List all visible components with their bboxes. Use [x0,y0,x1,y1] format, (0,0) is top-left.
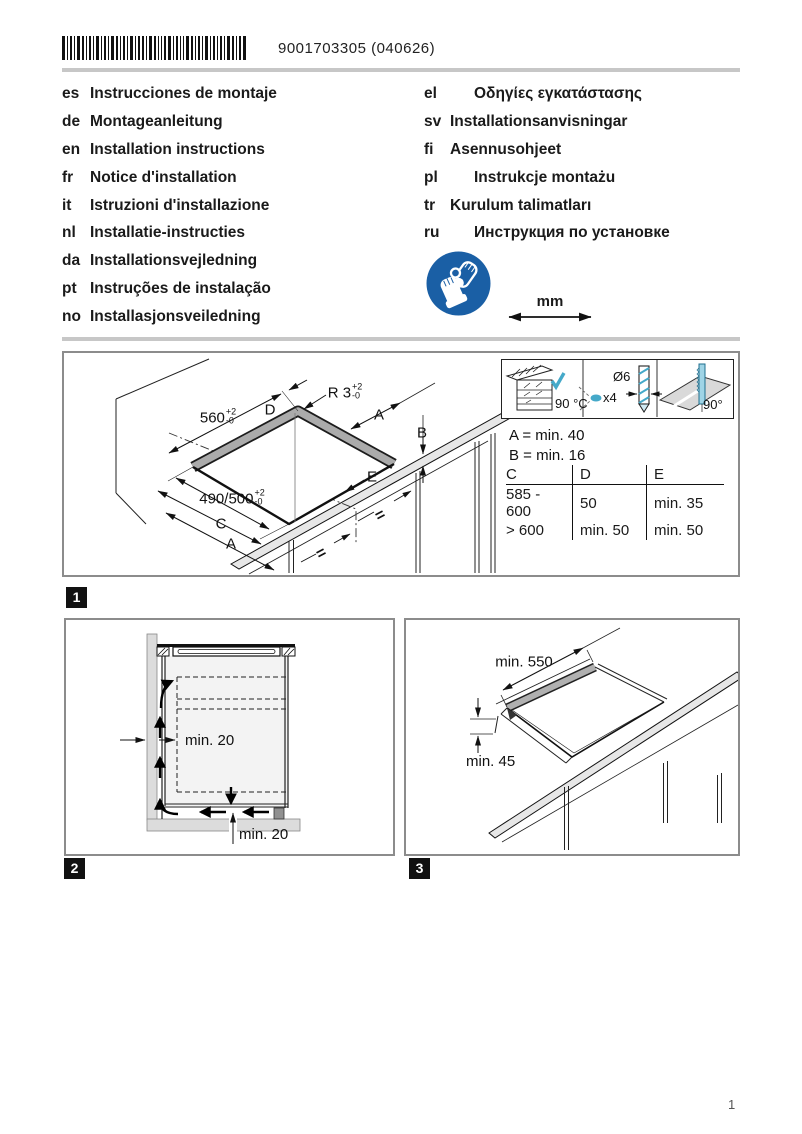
language-row [424,80,670,108]
language-title: Instruções de instalação [90,280,271,298]
language-code: no [62,308,81,326]
min-width-label: min. 550 [495,653,553,671]
language-row [62,192,277,220]
cell: > 600 [506,522,544,539]
figure1-number: 1 [66,587,87,608]
language-row [424,108,670,136]
language-title: Istruzioni d'installazione [90,196,270,214]
cell: min. 50 [647,521,725,540]
language-title: Kurulum talimatları [450,196,592,214]
language-code: fr [62,168,74,186]
language-title: Installation instructions [90,140,265,158]
col-header-c: C [506,465,573,485]
units-label: mm [536,293,564,310]
language-row [62,275,277,303]
barcode-number: 9001703305 (040626) [278,40,436,57]
cell: min. 35 [647,485,725,522]
language-title: Οδηγίες εγκατάστασης [474,84,642,102]
dim-radius-label: R 3 +2 -0 [327,381,363,402]
language-title: Montageanleitung [90,112,223,130]
equal-spacing-label: = [313,543,330,564]
dim-e-label: E [366,468,378,486]
side-gap-label: min. 20 [185,732,235,749]
drill-count-label: x4 [603,390,617,405]
language-row [424,192,670,220]
language-row [424,164,670,192]
language-title: Installationsanvisningar [450,112,628,130]
table-header-row [506,465,724,485]
equal-spacing-label: = [372,505,389,526]
language-code: fi [424,140,434,158]
figure1-cutout-dimensions [62,351,740,577]
figure3-worktop [404,618,740,856]
language-row [62,164,277,192]
col-header-d: D [573,465,647,485]
dim-560-label: 560 +2 -0 [199,406,237,427]
col-header-e: E [647,465,725,485]
figure2-ventilation [64,618,395,856]
language-title: Asennusohjeet [450,140,562,158]
page-number: 1 [728,1097,736,1112]
language-row [62,247,277,275]
language-list-left [62,80,277,331]
dim-a-top-label: A [373,406,385,424]
language-title: Installationsvejledning [90,252,258,270]
dim-490-label: 490/500 +2 -0 [199,487,265,508]
protective-gloves-icon [425,250,492,317]
language-row [62,303,277,331]
language-row [62,136,277,164]
language-row [62,219,277,247]
dim-a-bottom-label: A [225,535,237,553]
language-title: Installasjonsveiledning [90,308,261,326]
cell: 50 [573,485,647,522]
cde-dimension-table [506,465,724,540]
language-code: da [62,252,81,270]
language-code: nl [62,224,76,242]
language-title: Notice d'installation [90,168,237,186]
figure3-number: 3 [409,858,430,879]
dim-c-label: C [215,515,227,533]
table-row [506,485,724,522]
dim-b-label: B [416,424,428,442]
section-divider [62,337,740,341]
language-code: el [424,84,437,102]
max-temp-label: 90 °C [555,396,588,411]
dim-d-label: D [264,401,276,419]
language-list-right [424,80,670,247]
min-thickness-label: min. 45 [466,753,516,770]
language-code: tr [424,196,436,214]
cell: min. 50 [573,521,647,540]
language-code: it [62,196,72,214]
mm-arrow [504,310,596,324]
table-row [506,521,724,540]
language-title: Instrucciones de montaje [90,84,277,102]
figure2-number: 2 [64,858,85,879]
spec-b: B = min. 16 [509,447,586,464]
language-row [62,80,277,108]
top-divider [62,68,740,72]
language-code: pt [62,280,77,298]
language-row [62,108,277,136]
language-title: Instrukcje montażu [474,168,616,186]
language-row [424,136,670,164]
language-row [424,219,670,247]
language-code: sv [424,112,442,130]
barcode [62,36,248,62]
spec-a: A = min. 40 [509,427,585,444]
cut-angle-label: 90° [703,397,723,412]
language-title: Инструкция по установке [474,224,670,242]
language-title: Installatie-instructies [90,224,246,242]
cell: 585 - 600 [506,486,541,520]
language-code: es [62,84,80,102]
figure3-drawing [406,620,738,854]
bottom-gap-label: min. 20 [239,826,289,843]
drill-diameter-label: Ø6 [613,369,631,384]
language-code: ru [424,224,440,242]
language-code: pl [424,168,438,186]
language-code: de [62,112,81,130]
requirements-icon-strip [501,359,734,419]
language-code: en [62,140,81,158]
